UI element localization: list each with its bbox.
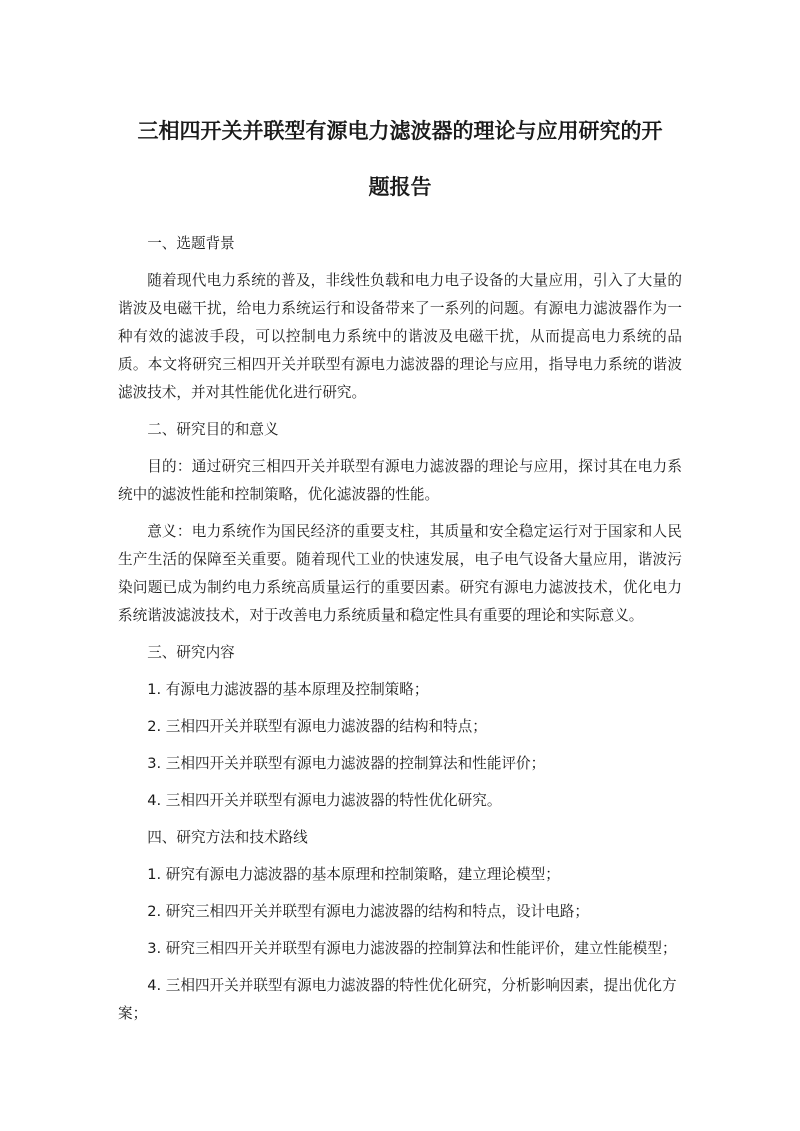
- section-heading-background: 一、选题背景: [147, 235, 235, 252]
- list-item: 3. 三相四开关并联型有源电力滤波器的控制算法和性能评价；: [147, 755, 546, 772]
- document-title: [110, 103, 690, 215]
- list-item: 1. 有源电力滤波器的基本原理及控制策略；: [147, 681, 429, 698]
- title-line-1: 三相四开关并联型有源电力滤波器的理论与应用研究的开: [137, 119, 663, 143]
- list-item: 4. 三相四开关并联型有源电力滤波器的特性优化研究，分析影响因素，提出优化方案；: [118, 977, 677, 1022]
- paragraph-background: 随着现代电力系统的普及，非线性负载和电力电子设备的大量应用，引入了大量的谐波及电磁干扰，给电力系统运行和设备带来了一系列的问题。有源电力滤波器作为一种有效的滤波手段，可以控制电力系统中的谐波及电磁干扰，从而提高电力系统的品质。本文将研究三相四开关并联型有源电力滤波器的理论与应用，指导电力系统的谐波滤波技术，并对其性能优化进行研究。: [118, 272, 682, 401]
- paragraph-significance: 意义：电力系统作为国民经济的重要支柱，其质量和安全稳定运行对于国家和人民生产生活的保障至关重要。随着现代工业的快速发展，电子电气设备大量应用，谐波污染问题已成为制约电力系统高质量运行的重要因素。研究有源电力滤波技术，优化电力系统谐波滤波技术，对于改善电力系统质量和稳定性具有重要的理论和实际意义。: [118, 523, 682, 624]
- section-heading-content: 三、研究内容: [147, 644, 235, 661]
- section-heading-purpose: 二、研究目的和意义: [147, 421, 279, 438]
- document-body: [118, 230, 682, 1037]
- section-heading-methods: 四、研究方法和技术路线: [147, 829, 308, 846]
- list-item: 1. 研究有源电力滤波器的基本原理和控制策略，建立理论模型；: [147, 866, 560, 883]
- list-item: 4. 三相四开关并联型有源电力滤波器的特性优化研究。: [147, 792, 502, 809]
- list-item: 2. 研究三相四开关并联型有源电力滤波器的结构和特点，设计电路；: [147, 903, 589, 920]
- list-item: 2. 三相四开关并联型有源电力滤波器的结构和特点；: [147, 718, 487, 735]
- list-item: 3. 研究三相四开关并联型有源电力滤波器的控制算法和性能评价，建立性能模型；: [147, 940, 677, 957]
- title-line-2: 题报告: [368, 175, 432, 199]
- paragraph-purpose: 目的：通过研究三相四开关并联型有源电力滤波器的理论与应用，探讨其在电力系统中的滤波性能和控制策略，优化滤波器的性能。: [118, 458, 682, 503]
